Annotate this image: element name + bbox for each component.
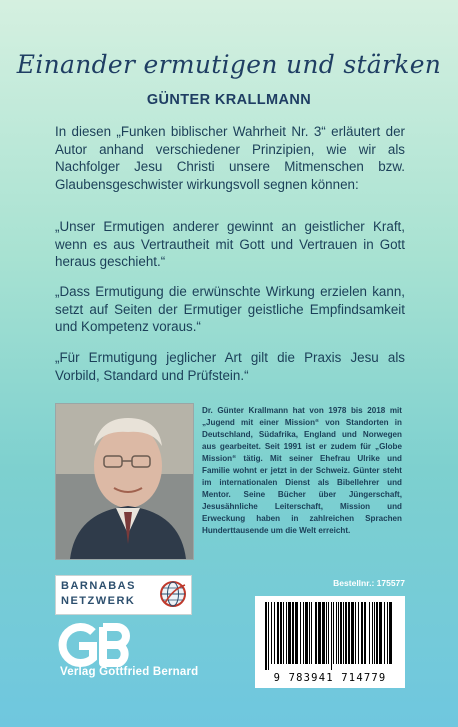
gb-publisher-logo: [55, 622, 139, 668]
barcode-bar: [389, 602, 392, 664]
barcode-bar: [322, 602, 325, 664]
quote-1: „Unser Ermutigen anderer gewinnt an geistlicher Kraft, wenn es aus Vertrautheit mit Gott und Vertrauen in Gott heraus geschieht.“: [55, 219, 405, 269]
quote-3: „Für Ermutigung jeglicher Art gilt die Praxis Jesu als Vorbild, Standard und Prüfstein.“: [55, 350, 405, 383]
author-photo: [55, 403, 194, 560]
barcode-number: 9 783941 714779: [273, 672, 387, 684]
barcode-bar: [315, 602, 317, 664]
barnabas-logo-line-2: NETZWERK: [61, 595, 136, 607]
barnabas-netzwerk-logo: [55, 575, 192, 615]
book-title: Einander ermutigen und stärken: [16, 50, 442, 79]
barcode-bar: [288, 602, 291, 664]
barcode-bar: [361, 602, 363, 664]
barcode-bar: [286, 602, 287, 664]
order-number: Bestellnr.: 175577: [333, 578, 405, 588]
barcode-bar: [305, 602, 308, 664]
publisher-name: Verlag Gottfried Bernard: [60, 666, 199, 678]
barcode-bar: [364, 602, 366, 664]
author-bio: Dr. Günter Krallmann hat von 1978 bis 2018 mit „Jugend mit einer Mission“ von Standorten in Deutschland, Südafrika, England und Norwegen aus gearbeitet. Seit 1991 ist er zudem für „Globe Mission“ tätig. Mit seiner Ehefrau Ulrike und Familie wohnt er jetzt in der Schweiz. Günter steht im internationalen Dienst als Bibellehrer und Mentor. Seine Bücher über Jüngerschaft, Jesusähnliche Leiterschaft, Mission und Erweckung haben in zahlreichen Sprachen Hunderttausende um die Welt erreicht.: [202, 406, 402, 535]
barcode-bar: [283, 602, 284, 664]
barcode-bar: [326, 602, 327, 664]
quote-2: „Dass Ermutigung die erwünschte Wirkung erzielen kann, setzt auf Seiten der Ermutiger geistliche Empfindsamkeit und Kompetenz voraus.“: [55, 284, 405, 334]
barcode-bar: [336, 602, 337, 664]
barcode-bar: [338, 602, 339, 664]
barcode-bar: [376, 602, 378, 664]
barcode-bar: [379, 602, 382, 664]
barcode-bar: [280, 602, 282, 664]
barcode-bar: [340, 602, 342, 664]
barcode-bar: [345, 602, 347, 664]
barcode-bar: [358, 602, 359, 664]
barcode-bar: [333, 602, 334, 664]
barcode-bar: [351, 602, 354, 664]
barcode-bar: [374, 602, 375, 664]
barcode-bar: [384, 602, 385, 664]
barcode-bar: [295, 602, 298, 664]
barcode-bar: [277, 602, 279, 664]
barcode-bar: [274, 602, 275, 664]
barcode-bar: [300, 602, 301, 664]
barcode-bar: [331, 602, 332, 670]
barcode-bar: [348, 602, 350, 664]
barcode-bar: [369, 602, 370, 664]
barcode-bar: [343, 602, 344, 664]
barcode-bar: [387, 602, 388, 664]
barcode-bar: [303, 602, 304, 664]
barcode-bar: [311, 602, 312, 664]
intro-text: In diesen „Funken biblischer Wahrheit Nr. 3“ erläutert der Autor anhand verschiedener Prinzipien, wie wir als Nachfolger Jesu Christi unsere Mitmenschen bzw. Glaubensgeschwister wirkungsvoll segnen können:: [55, 124, 405, 192]
isbn-barcode: [255, 596, 405, 688]
barcode-bar: [309, 602, 310, 664]
barcode-bar: [292, 602, 294, 664]
barcode-bar: [318, 602, 321, 664]
barcode-bar: [268, 602, 269, 670]
barcode-bar: [328, 602, 329, 664]
barcode-bar: [271, 602, 272, 664]
barcode-bars: [263, 602, 397, 670]
barcode-bar: [265, 602, 267, 670]
barcode-bar: [355, 602, 356, 664]
author-name: GÜNTER KRALLMANN: [146, 92, 312, 108]
globe-icon: [159, 580, 187, 608]
barnabas-logo-line-1: BARNABAS: [61, 580, 136, 592]
barcode-bar: [372, 602, 373, 664]
